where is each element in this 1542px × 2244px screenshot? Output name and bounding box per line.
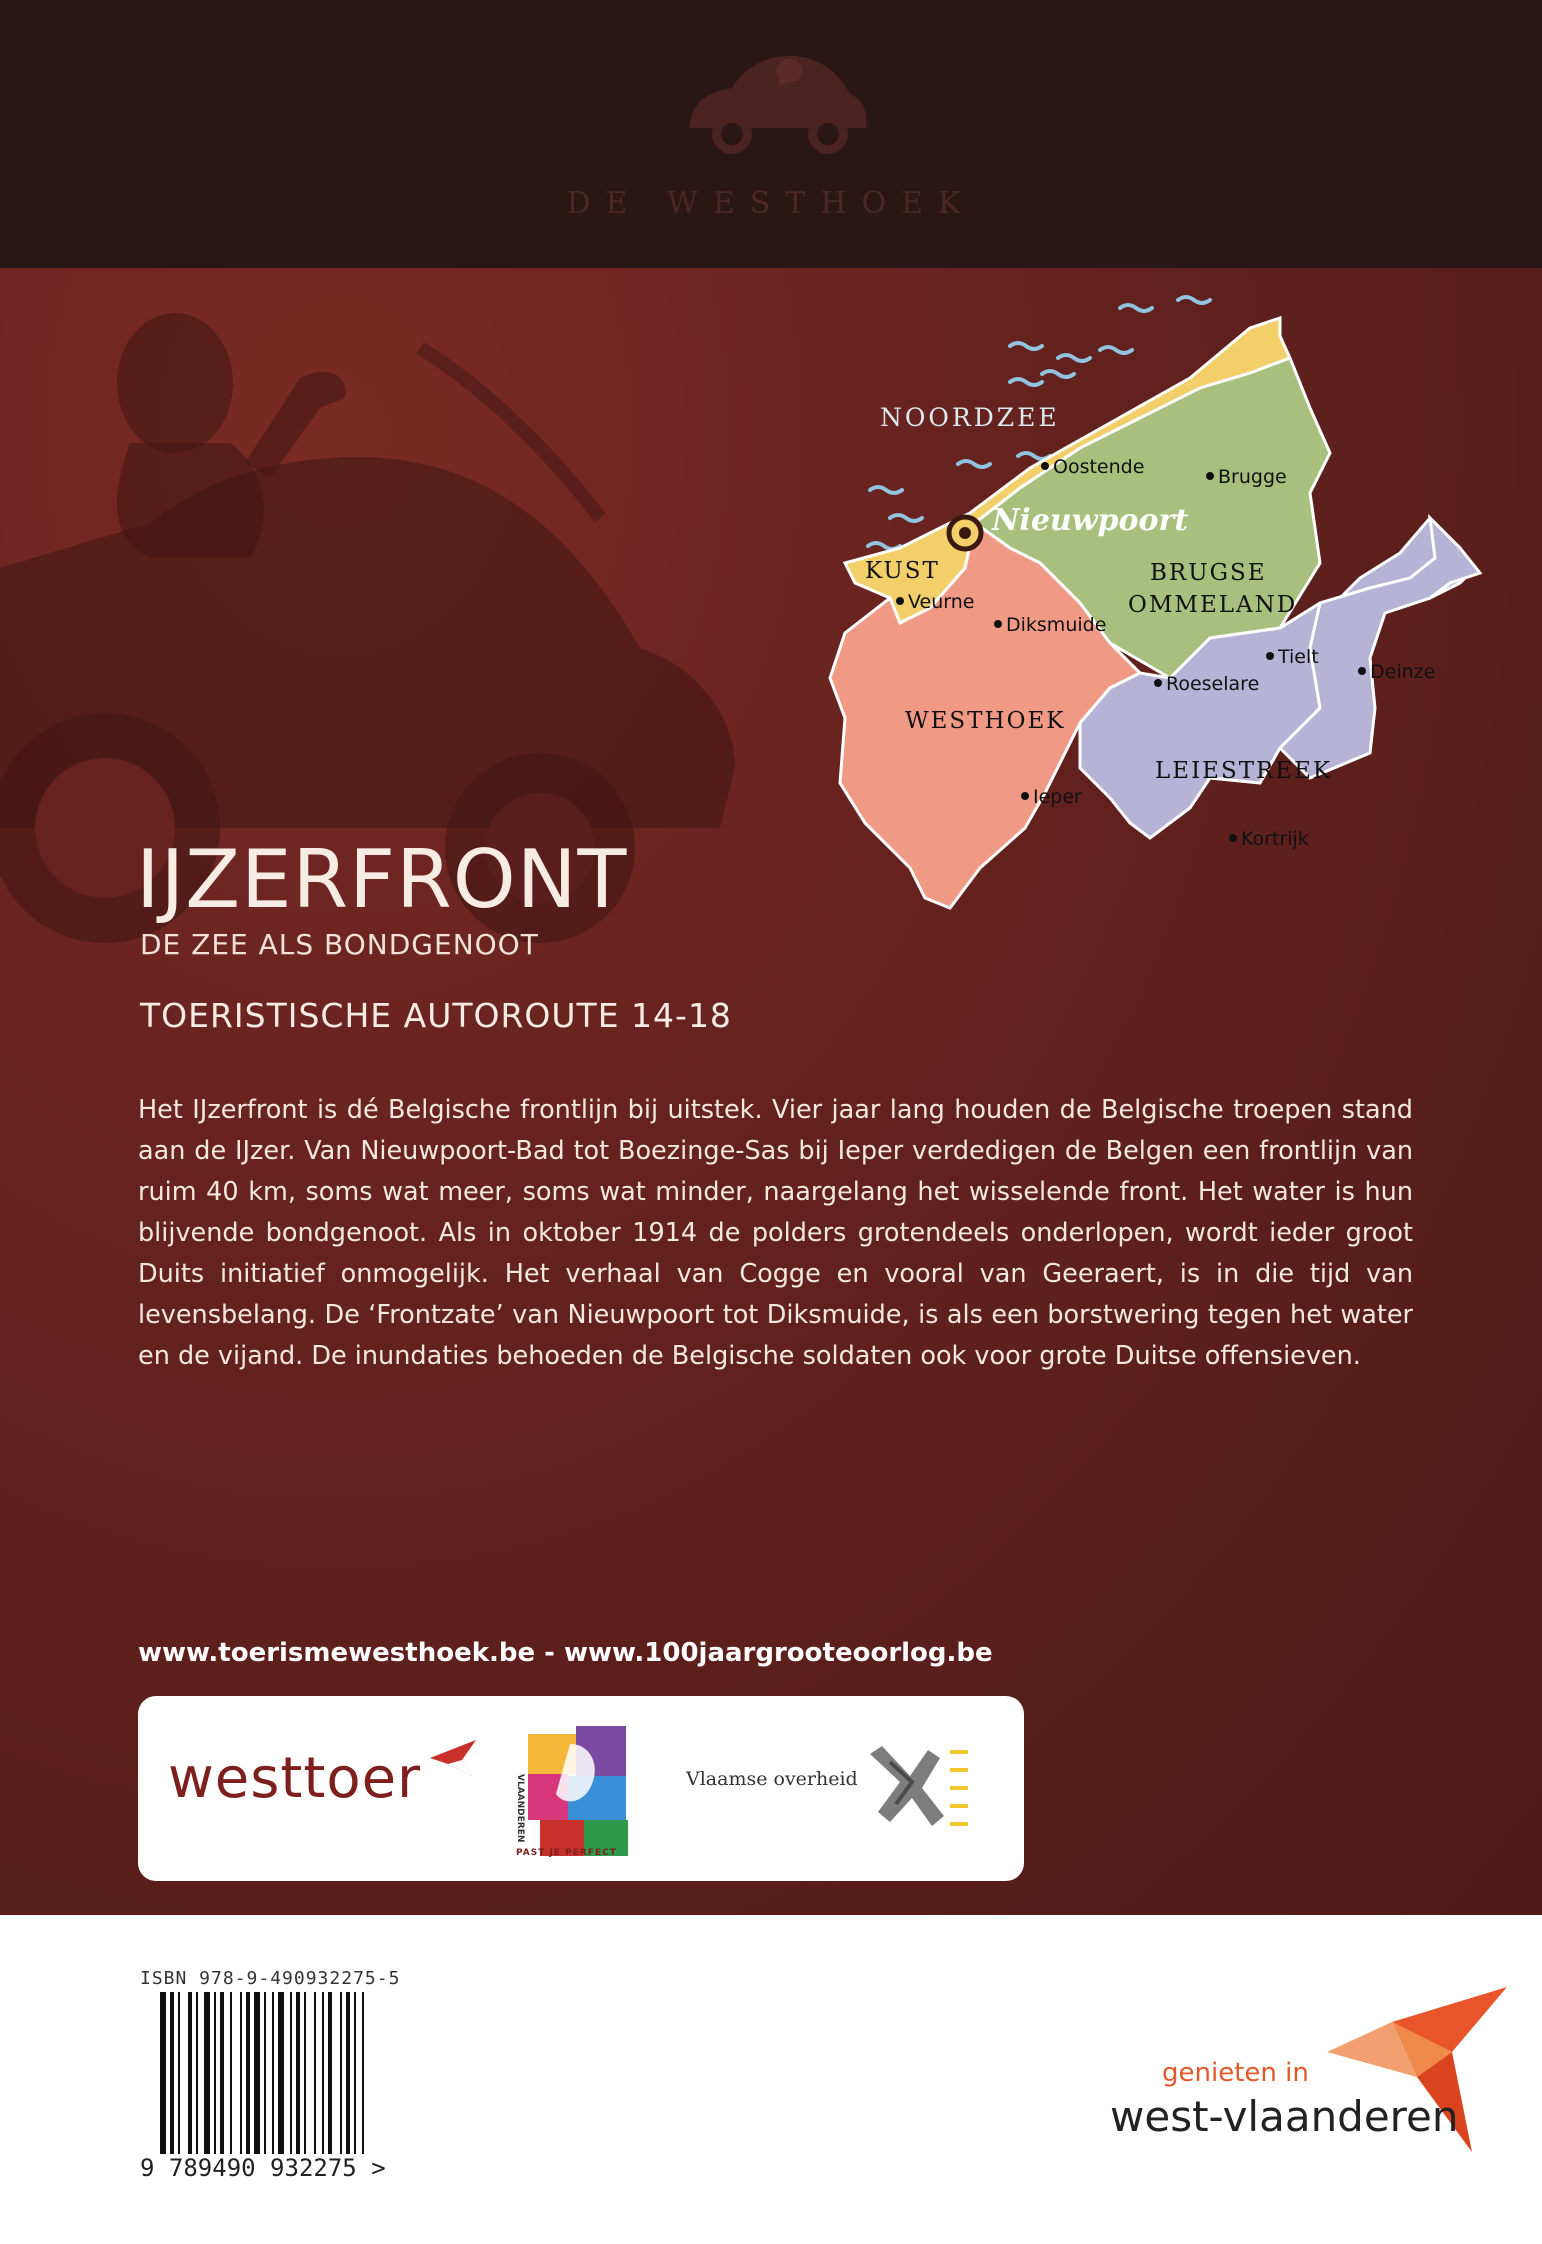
partner-logos-panel [138,1696,1024,1881]
barcode-digits: 9 789490 932275 > [140,2154,386,2182]
book-subtitle: DE ZEE ALS BONDGENOOT [140,928,539,961]
vlaanderen-logo [500,1714,650,1864]
town-deinze: Deinze [1370,661,1436,683]
isbn-label: ISBN 978-9-490932275-5 [140,1968,401,1989]
town-tielt: Tielt [1278,646,1319,668]
town-oostende: Oostende [1053,456,1145,478]
westtoer-arrow-icon [428,1738,478,1778]
region-label-leiestreek: LEIESTREEK [1155,758,1333,784]
route-line: TOERISTISCHE AUTOROUTE 14-18 [140,996,732,1035]
government-label: Vlaamse overheid [686,1768,858,1790]
region-label-westhoek: WESTHOEK [905,708,1066,734]
website-links[interactable]: www.toerismewesthoek.be - www.100jaargrooteoorlog.be [138,1638,993,1668]
header-band [0,0,1542,268]
nieuwpoort-label: Nieuwpoort [992,503,1189,538]
town-roeselare: Roeselare [1166,673,1260,695]
town-brugge: Brugge [1218,466,1287,488]
town-veurne: Veurne [908,591,975,613]
town-diksmuide: Diksmuide [1006,614,1107,636]
vlaanderen-vertical-label: VLAANDEREN [515,1774,525,1843]
cover-main [0,268,1542,1915]
vlaanderen-tagline: PAST JE PERFECT [516,1848,617,1858]
town-ieper: Ieper [1033,786,1082,808]
brand-title: DE WESTHOEK [566,186,976,221]
region-label-ommeland: OMMELAND [1128,592,1298,618]
car-logo-icon [680,42,870,162]
description-paragraph: Het IJzerfront is dé Belgische frontlijn bij uitstek. Vier jaar lang houden de Belgische troepen stand aan de IJzer. Van Nieuwpoort-Bad tot Boezinge-Sas bij Ieper verdedigen de Belgen een frontlijn van ruim 40 km, soms wat meer, soms wat minder, naargelang het wisselende front. Het water is hun blijvende bondgenoot. Als in oktober 1914 de polders grotendeels onderlopen, wordt ieder groot Duits initiatief onmogelijk. Het verhaal van Cogge en vooral van Geeraert, is in die tijd van levensbelang. De ‘Frontzate’ van Nieuwpoort tot Diksmuide, is als een borstwering tegen het water en de vijand. De inundaties behoeden de Belgische soldaten ook voor grote Duitse offensieven. [138,1095,1413,1371]
barcode [158,1992,416,2154]
west-flanders-map [810,278,1520,918]
footer-tagline: genieten in [1162,2058,1309,2088]
town-kortrijk: Kortrijk [1241,828,1309,850]
westtoer-logo: westtoer [168,1746,422,1811]
sea-label: NOORDZEE [880,403,1060,432]
book-title: IJZERFRONT [136,833,628,926]
region-label-brugse: BRUGSE [1150,560,1267,586]
region-label-kust: KUST [865,558,940,584]
footer-brand-name: west-vlaanderen [1110,2092,1459,2141]
flemish-lion-icon [860,1742,970,1838]
